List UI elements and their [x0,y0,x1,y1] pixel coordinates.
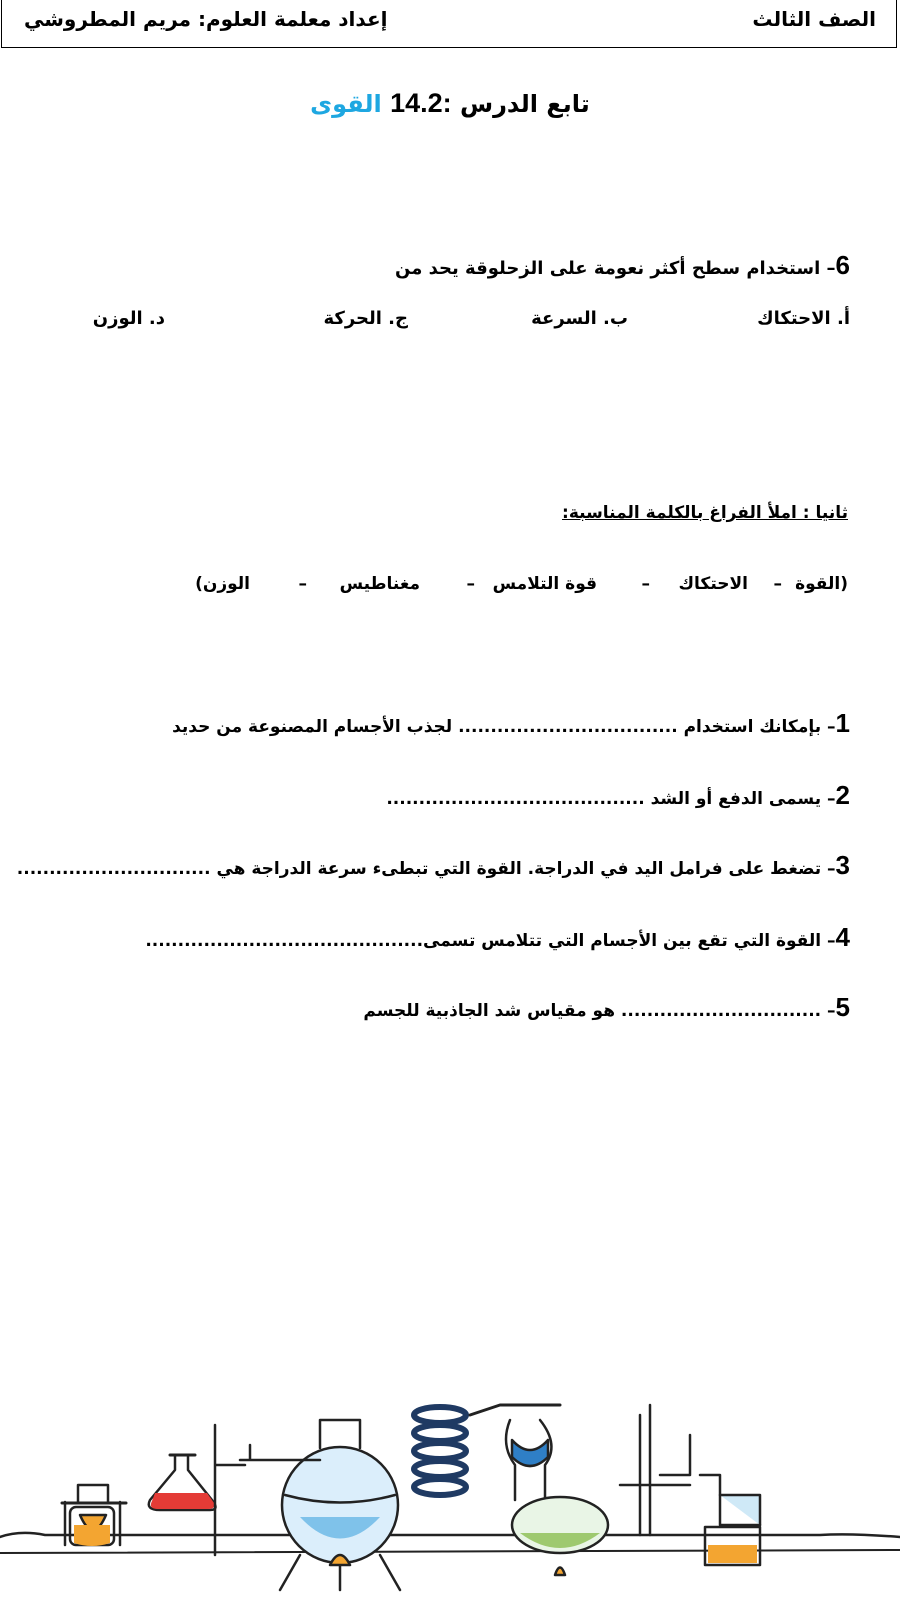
teacher-credit: إعداد معلمة العلوم: مريم المطروشي [24,7,388,31]
item-text: – يسمى الدفع أو الشد [644,789,836,809]
fill-blank-5 [363,992,850,1023]
blank-field[interactable]: .............................. [16,859,211,879]
title-prefix: تابع الدرس [460,90,590,118]
coil-icon [414,1407,466,1495]
choice-b[interactable]: ب. السرعة [531,308,628,329]
page-header [1,0,897,48]
item-text: – تضغط على فرامل اليد في الدراجة. القوة التي تبطىء سرعة الدراجة هي [210,859,836,879]
item-text: – بإمكانك استخدام [677,717,836,737]
question-number: 6 [835,250,850,280]
blank-field[interactable]: ........................................... [145,931,424,951]
word-bank-item: مغناطيس [339,574,420,594]
item-text: – القوة التي تقع بين الأجسام التي تتلامس تسمى [423,931,836,951]
choice-d[interactable]: د. الوزن [92,308,165,329]
choice-c[interactable]: ج. الحركة [323,308,408,329]
lesson-number: 14.2: [390,88,452,118]
word-bank-separator: – [298,574,307,594]
beaker-icon [705,1527,760,1565]
section-heading: ثانيا : املأ الفراغ بالكلمة المناسبة: [562,503,848,523]
lesson-title [0,88,900,119]
blank-field[interactable]: ............................... [620,1001,822,1021]
item-text: لجذب الأجسام المصنوعة من حديد [172,717,459,737]
lab-equipment-illustration [0,1385,900,1600]
item-text: هو مقياس شد الجاذبية للجسم [363,1001,621,1021]
lesson-topic: القوى [310,90,382,118]
item-number: 1 [835,708,850,738]
word-bank-separator: – [466,574,475,594]
beaker-icon [62,1485,126,1546]
table-line [0,1533,900,1537]
fill-blank-4 [145,922,850,953]
fill-blank-2 [386,780,850,811]
item-text: – [821,1001,836,1021]
word-bank-item: الوزن) [195,574,250,594]
choice-a[interactable]: أ. الاحتكاك [757,308,850,329]
grade-label: الصف الثالث [752,7,876,31]
table-edge [0,1550,900,1553]
blank-field[interactable]: ........................................ [386,789,645,809]
word-bank-item: (القوة [795,574,848,594]
item-number: 3 [835,850,850,880]
blank-field[interactable]: .................................. [458,717,678,737]
word-bank-item: قوة التلامس [492,574,597,594]
fill-blank-3 [17,850,850,881]
word-bank-item: الاحتكاك [678,574,748,594]
word-bank-separator: – [773,574,782,594]
fill-blank-1 [172,708,850,739]
item-number: 2 [835,780,850,810]
item-number: 4 [835,922,850,952]
item-number: 5 [835,992,850,1022]
word-bank-separator: – [641,574,650,594]
round-flask-icon [240,1420,400,1590]
question-text: – استخدام سطح أكثر نعومة على الزحلوقة يحد من [395,258,836,279]
question-6 [395,250,850,281]
stand-icon [620,1405,760,1535]
